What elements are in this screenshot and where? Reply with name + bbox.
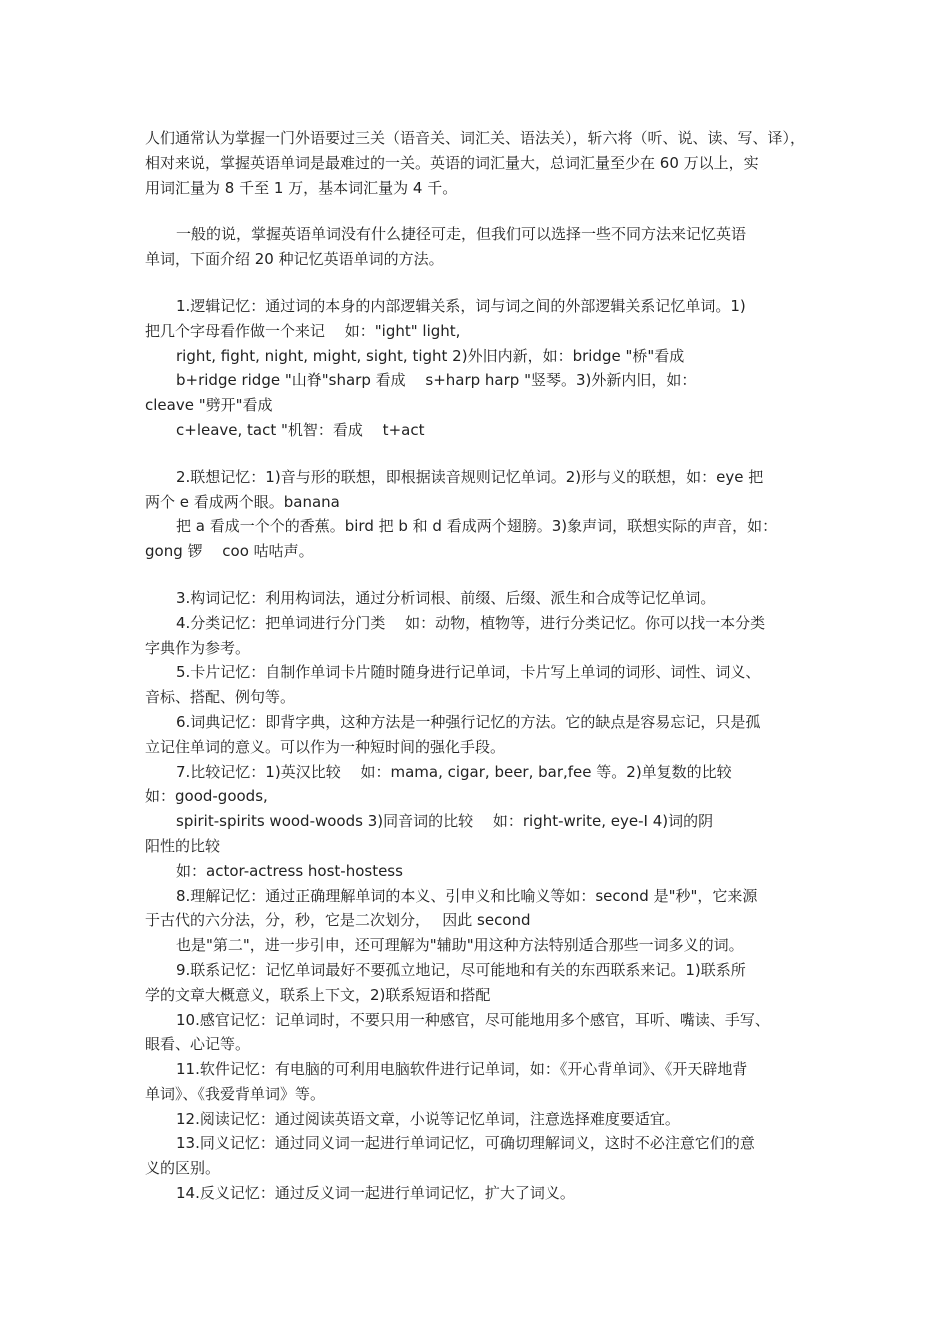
method-9-line: 学的文章大概意义，联系上下文，2)联系短语和搭配 [145,985,491,1004]
method-2-line: 2.联想记忆：1)音与形的联想，即根据读音规则记忆单词。2)形与义的联想，如：eye 把 [176,467,764,486]
method-2-line: 两个 e 看成两个眼。banana [145,492,340,511]
method-1-line: b+ridge ridge "山脊"sharp 看成 s+harp harp "竖琴。3)外新内旧，如： [176,371,697,390]
method-7-line: spirit-spirits wood-woods 3)同音词的比较 如：right-write, eye-I 4)词的阴 [176,812,714,831]
method-10-line: 眼看、心记等。 [145,1035,251,1054]
method-1-line: c+leave, tact "机智：看成 t+act [176,420,425,439]
paragraph-gap [145,272,810,294]
method-7-line: 7.比较记忆：1)英汉比较 如：mama, cigar, beer, bar,fee 等。2)单复数的比较 [176,762,732,781]
method-6-line: 立记住单词的意义。可以作为一种短时间的强化手段。 [145,737,506,756]
method-5-line: 音标、搭配、例句等。 [145,688,296,707]
method-7-line: 如：actor-actress host-hostess [176,861,403,880]
method-1-line: right, fight, night, might, sight, tight 2)外旧内新，如：bridge "桥"看成 [176,346,685,365]
intro-line: 人们通常认为掌握一门外语要过三关（语音关、词汇关、语法关），斩六将（听、说、读、写、译）， [145,129,806,147]
method-7-line: 如：good-goods, [145,787,268,806]
method-8-line: 于古代的六分法，分，秒，它是二次划分， 因此 second [145,911,531,930]
para2-line: 一般的说，掌握英语单词没有什么捷径可走，但我们可以选择一些不同方法来记忆英语 [176,225,747,244]
intro-line: 用词汇量为 8 千至 1 万，基本词汇量为 4 千。 [145,178,458,197]
paragraph-gap [145,564,810,586]
method-8-line: 也是"第二"，进一步引申，还可理解为"辅助"用这种方法特别适合那些一词多义的词。 [176,936,744,955]
method-14-line: 14.反义记忆：通过反义词一起进行单词记忆，扩大了词义。 [176,1184,575,1203]
method-2-line: 把 a 看成一个个的香蕉。bird 把 b 和 d 看成两个翅膀。3)象声词，联想实际的声音，如： [176,517,778,536]
method-4-line: 4.分类记忆：把单词进行分门类 如：动物，植物等，进行分类记忆。你可以找一本分类 [176,613,766,632]
method-3-line: 3.构词记忆：利用构词法，通过分析词根、前缀、后缀、派生和合成等记忆单词。 [176,588,716,607]
para2-line: 单词，下面介绍 20 种记忆英语单词的方法。 [145,250,444,269]
method-11-line: 11.软件记忆：有电脑的可利用电脑软件进行记单词，如：《开心背单词》、《开天辟地背 [176,1060,748,1079]
method-9-line: 9.联系记忆：记忆单词最好不要孤立地记，尽可能地和有关的东西联系来记。1)联系所 [176,960,746,979]
method-10-line: 10.感官记忆：记单词时，不要只用一种感官，尽可能地用多个感官，耳听、嘴读、手写、 [176,1010,770,1029]
document-body [145,126,810,1206]
paragraph-gap [145,443,810,465]
intro-line: 相对来说，掌握英语单词是最难过的一关。英语的词汇量大，总词汇量至少在 60 万以上，实 [145,153,759,172]
method-1-line: 把几个字母看作做一个来记 如："ight" light, [145,321,461,340]
method-11-line: 单词》、《我爱背单词》等。 [145,1084,326,1103]
method-1-line: cleave "劈开"看成 [145,396,273,415]
paragraph-gap [145,200,810,222]
method-13-line: 13.同义记忆：通过同义词一起进行单词记忆，可确切理解词义，这时不必注意它们的意 [176,1134,755,1153]
method-6-line: 6.词典记忆：即背字典，这种方法是一种强行记忆的方法。它的缺点是容易忘记，只是孤 [176,712,761,731]
method-4-line: 字典作为参考。 [145,638,251,657]
method-7-line: 阳性的比较 [145,836,221,855]
method-1-line: 1.逻辑记忆：通过词的本身的内部逻辑关系，词与词之间的外部逻辑关系记忆单词。1) [176,296,746,315]
method-5-line: 5.卡片记忆：自制作单词卡片随时随身进行记单词，卡片写上单词的词形、词性、词义、 [176,663,761,682]
method-13-line: 义的区别。 [145,1159,221,1178]
method-2-line: gong 锣 coo 咕咕声。 [145,542,314,561]
method-12-line: 12.阅读记忆：通过阅读英语文章，小说等记忆单词，注意选择难度要适宜。 [176,1109,680,1128]
method-8-line: 8.理解记忆：通过正确理解单词的本义、引申义和比喻义等如：second 是"秒"，它来源 [176,886,758,905]
